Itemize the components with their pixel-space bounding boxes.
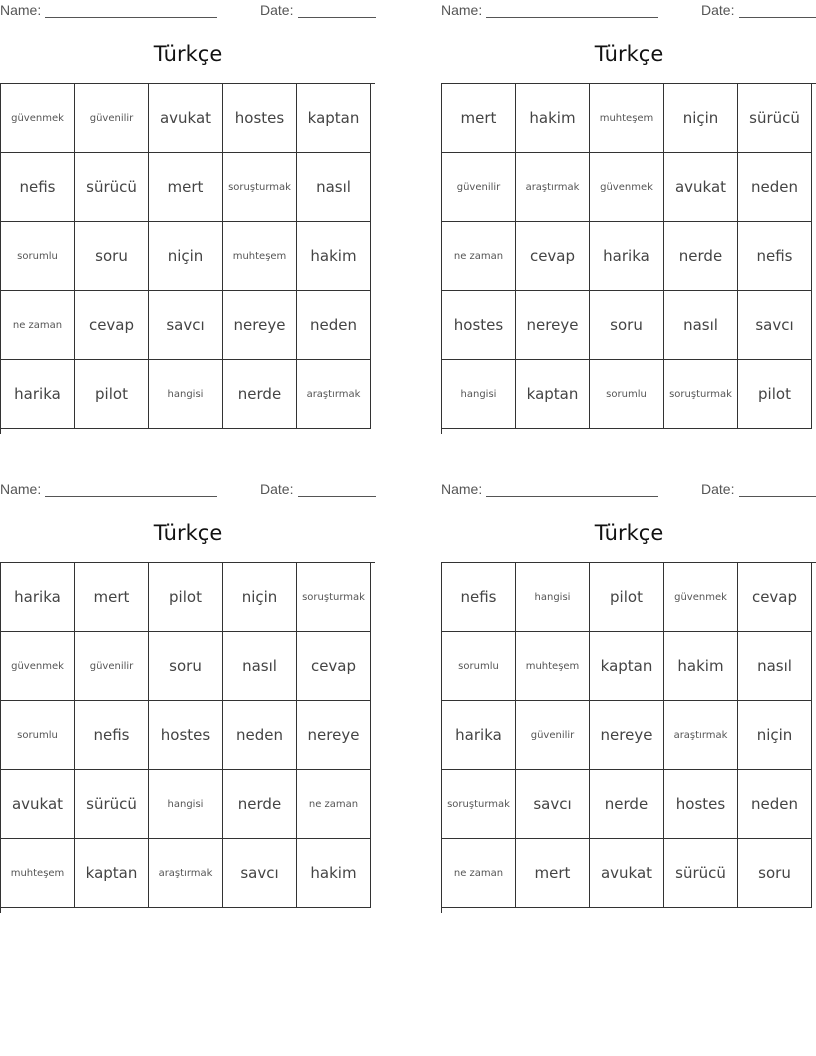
date-field[interactable] [298,17,376,18]
bingo-cell[interactable]: soruşturmak [297,563,371,632]
bingo-cell[interactable]: ne zaman [1,291,75,360]
bingo-cell[interactable]: avukat [149,84,223,153]
bingo-cell[interactable]: ne zaman [297,770,371,839]
bingo-cell[interactable]: nasıl [664,291,738,360]
bingo-cell[interactable]: cevap [297,632,371,701]
bingo-cell[interactable]: nerde [223,360,297,429]
bingo-cell[interactable]: nasıl [297,153,371,222]
bingo-cell[interactable]: harika [442,701,516,770]
bingo-cell[interactable]: sürücü [664,839,738,908]
card-title: Türkçe [594,42,664,66]
bingo-cell[interactable]: güvenilir [75,84,149,153]
bingo-cell[interactable]: muhteşem [590,84,664,153]
date-field[interactable] [739,496,816,497]
bingo-card-2 [441,0,816,440]
bingo-cell[interactable]: nerde [664,222,738,291]
bingo-cell[interactable]: hangisi [149,770,223,839]
bingo-cell[interactable]: soruşturmak [223,153,297,222]
bingo-cell[interactable]: sorumlu [590,360,664,429]
bingo-cell[interactable]: hostes [442,291,516,360]
bingo-cell[interactable]: savcı [149,291,223,360]
bingo-cell[interactable]: savcı [223,839,297,908]
bingo-cell[interactable]: hakim [516,84,590,153]
name-date-header [441,481,816,499]
bingo-cell[interactable]: avukat [590,839,664,908]
date-label: Date: [260,481,294,497]
bingo-cell[interactable]: muhteşem [223,222,297,291]
date-field[interactable] [739,17,816,18]
bingo-cell[interactable]: nefis [738,222,812,291]
bingo-cell[interactable]: nereye [516,291,590,360]
bingo-cell[interactable]: niçin [149,222,223,291]
date-label: Date: [701,481,735,497]
bingo-cell[interactable]: güvenmek [1,84,75,153]
bingo-cell[interactable]: araştırmak [149,839,223,908]
bingo-cell[interactable]: kaptan [516,360,590,429]
name-field[interactable] [45,17,217,18]
name-field[interactable] [486,496,658,497]
name-label: Name: [0,481,42,497]
bingo-cell[interactable]: kaptan [297,84,371,153]
bingo-cell[interactable]: araştırmak [664,701,738,770]
bingo-cell[interactable]: nefis [1,153,75,222]
card-title: Türkçe [594,521,664,545]
bingo-card-3 [0,479,376,919]
bingo-cell[interactable]: hostes [149,701,223,770]
bingo-cell[interactable]: ne zaman [442,839,516,908]
bingo-card-1 [0,0,376,440]
bingo-cell[interactable]: nereye [590,701,664,770]
bingo-cell[interactable]: savcı [516,770,590,839]
bingo-cell[interactable]: hangisi [516,563,590,632]
bingo-cell[interactable]: sorumlu [1,222,75,291]
bingo-cell[interactable]: neden [738,770,812,839]
bingo-cell[interactable]: hakim [297,222,371,291]
bingo-cell[interactable]: muhteşem [1,839,75,908]
bingo-grid [441,562,816,913]
bingo-cell[interactable]: ne zaman [442,222,516,291]
bingo-cell[interactable]: cevap [738,563,812,632]
bingo-cell[interactable]: araştırmak [297,360,371,429]
date-label: Date: [701,2,735,18]
bingo-cell[interactable]: nefis [75,701,149,770]
bingo-cell[interactable]: muhteşem [516,632,590,701]
bingo-grid [0,562,375,913]
bingo-cell[interactable]: niçin [223,563,297,632]
bingo-cell[interactable]: hakim [664,632,738,701]
bingo-cell[interactable]: harika [1,360,75,429]
bingo-cell[interactable]: savcı [738,291,812,360]
bingo-cell[interactable]: nasıl [223,632,297,701]
bingo-cell[interactable]: pilot [75,360,149,429]
bingo-cell[interactable]: soru [738,839,812,908]
bingo-cell[interactable]: hangisi [442,360,516,429]
bingo-cell[interactable]: mert [516,839,590,908]
bingo-cell[interactable]: soruşturmak [664,360,738,429]
bingo-cell[interactable]: avukat [664,153,738,222]
name-field[interactable] [45,496,217,497]
bingo-cell[interactable]: sorumlu [442,632,516,701]
bingo-cell[interactable]: kaptan [75,839,149,908]
date-field[interactable] [298,496,376,497]
bingo-cell[interactable]: hostes [664,770,738,839]
bingo-cell[interactable]: pilot [590,563,664,632]
bingo-cell[interactable]: soru [590,291,664,360]
bingo-cell[interactable]: hangisi [149,360,223,429]
bingo-cell[interactable]: pilot [149,563,223,632]
bingo-cell[interactable]: güvenmek [590,153,664,222]
bingo-cell[interactable]: araştırmak [516,153,590,222]
bingo-cell[interactable]: nereye [297,701,371,770]
name-field[interactable] [486,17,658,18]
bingo-cell[interactable]: mert [442,84,516,153]
bingo-cell[interactable]: niçin [738,701,812,770]
name-date-header [0,481,376,499]
bingo-cell[interactable]: kaptan [590,632,664,701]
bingo-cell[interactable]: cevap [75,291,149,360]
bingo-cell[interactable]: sürücü [75,770,149,839]
bingo-cell[interactable]: sorumlu [1,701,75,770]
bingo-cell[interactable]: nereye [223,291,297,360]
bingo-cell[interactable]: nerde [590,770,664,839]
card-title: Türkçe [153,521,223,545]
name-label: Name: [441,481,483,497]
name-label: Name: [441,2,483,18]
bingo-cell[interactable]: hostes [223,84,297,153]
bingo-grid [441,83,816,434]
bingo-cell[interactable]: neden [223,701,297,770]
bingo-cell[interactable]: nefis [442,563,516,632]
bingo-cell[interactable]: niçin [664,84,738,153]
bingo-cell[interactable]: mert [75,563,149,632]
name-date-header [441,2,816,20]
bingo-cell[interactable]: harika [590,222,664,291]
bingo-cell[interactable]: soruşturmak [442,770,516,839]
bingo-cell[interactable]: güvenmek [664,563,738,632]
bingo-cell[interactable]: soru [149,632,223,701]
bingo-cell[interactable]: avukat [1,770,75,839]
bingo-cell[interactable]: nerde [223,770,297,839]
bingo-cell[interactable]: hakim [297,839,371,908]
bingo-cell[interactable]: harika [1,563,75,632]
bingo-cell[interactable]: güvenilir [442,153,516,222]
bingo-cell[interactable]: nasıl [738,632,812,701]
bingo-cell[interactable]: güvenilir [516,701,590,770]
bingo-grid [0,83,375,434]
bingo-cell[interactable]: güvenmek [1,632,75,701]
bingo-cell[interactable]: mert [149,153,223,222]
bingo-cell[interactable]: soru [75,222,149,291]
name-date-header [0,2,376,20]
card-title: Türkçe [153,42,223,66]
bingo-cell[interactable]: sürücü [738,84,812,153]
bingo-card-4 [441,479,816,919]
bingo-cell[interactable]: neden [297,291,371,360]
bingo-cell[interactable]: neden [738,153,812,222]
bingo-cell[interactable]: güvenilir [75,632,149,701]
bingo-cell[interactable]: pilot [738,360,812,429]
bingo-cell[interactable]: sürücü [75,153,149,222]
date-label: Date: [260,2,294,18]
bingo-cell[interactable]: cevap [516,222,590,291]
name-label: Name: [0,2,42,18]
